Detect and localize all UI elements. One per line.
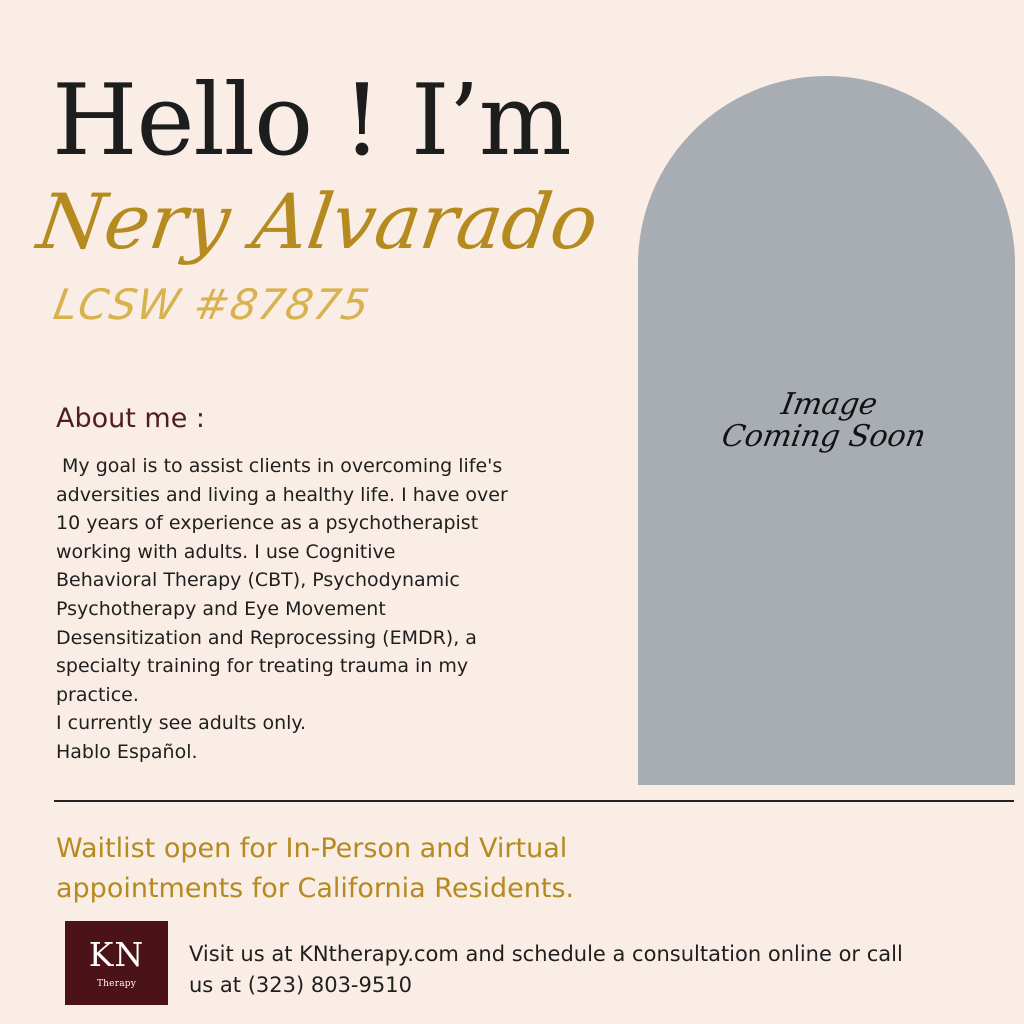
about-line: I currently see adults only. xyxy=(56,712,306,735)
license-number: LCSW #87875 xyxy=(50,280,374,329)
about-line: Behavioral Therapy (CBT), Psychodynamic xyxy=(56,569,460,592)
image-coming-soon-line-1: Image xyxy=(778,387,880,422)
logo-sub-text: Therapy xyxy=(96,979,137,989)
logo-main-text: KN xyxy=(88,935,145,974)
waitlist-line: appointments for California Residents. xyxy=(56,873,575,904)
about-line: Psychotherapy and Eye Movement xyxy=(56,597,386,620)
about-line: working with adults. I use Cognitive xyxy=(56,540,396,563)
profile-image-placeholder xyxy=(638,76,1015,785)
about-line: Hablo Español. xyxy=(56,740,198,763)
about-line: practice. xyxy=(56,683,139,706)
contact-info xyxy=(189,939,1009,1001)
greeting-heading: Hello ! I’m xyxy=(52,64,571,178)
contact-line: us at (323) 803-9510 xyxy=(189,973,412,997)
about-line: My goal is to assist clients in overcoming life's xyxy=(56,455,503,477)
waitlist-line: Waitlist open for In-Person and Virtual xyxy=(56,833,568,864)
therapist-name: Nery Alvarado xyxy=(32,177,604,266)
contact-line: Visit us at KNtherapy.com and schedule a consultation online or call xyxy=(189,942,903,966)
section-divider xyxy=(54,800,1014,802)
about-line: adversities and living a healthy life. I have over xyxy=(56,483,508,506)
waitlist-notice xyxy=(56,829,736,909)
about-description xyxy=(56,452,586,767)
about-line: specialty training for treating trauma in my xyxy=(56,655,469,678)
image-coming-soon-line-2: Coming Soon xyxy=(719,418,929,454)
about-line: 10 years of experience as a psychotherapist xyxy=(56,512,479,535)
image-coming-soon-text xyxy=(632,389,1020,452)
about-line: Desensitization and Reprocessing (EMDR), a xyxy=(56,626,477,649)
about-heading: About me : xyxy=(56,403,206,434)
kn-therapy-logo xyxy=(65,921,168,1005)
